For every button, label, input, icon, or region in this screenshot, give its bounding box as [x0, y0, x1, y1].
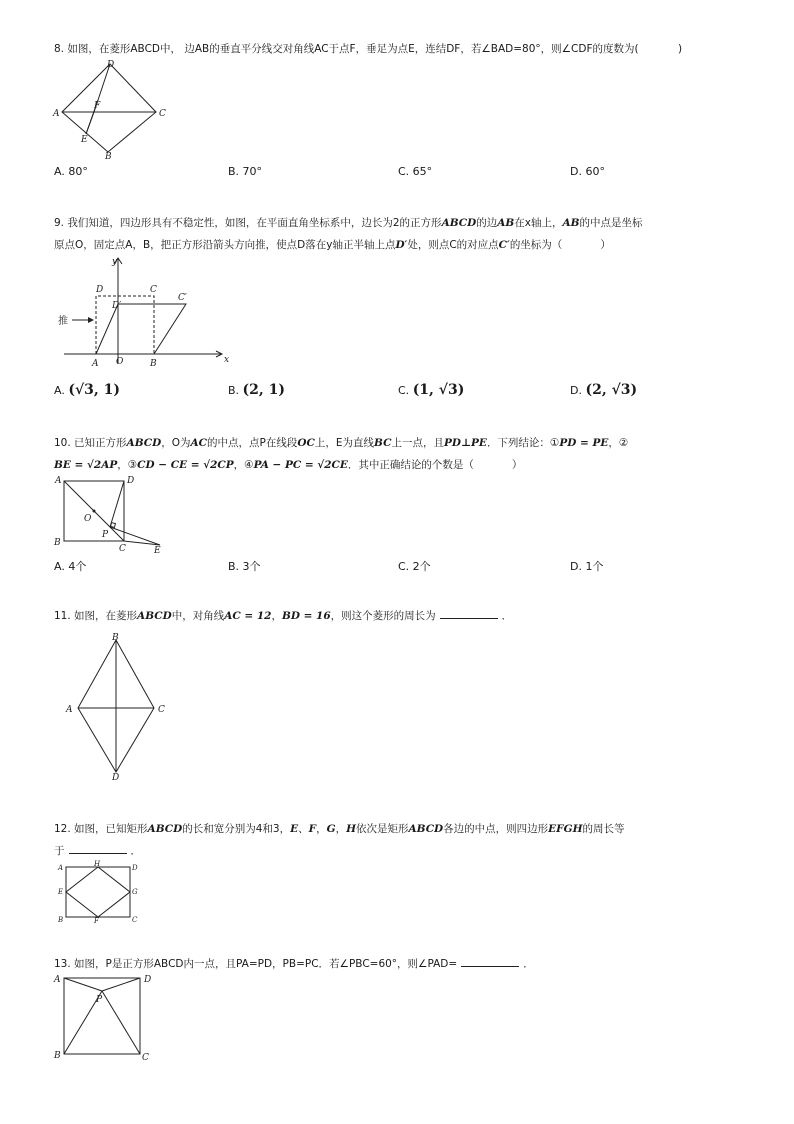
figure-label: B	[105, 152, 112, 162]
figure-label: D	[96, 285, 104, 295]
text-run: 中，对角线	[171, 610, 225, 622]
math-run: ABCD	[408, 823, 444, 835]
question-number: 10.	[54, 437, 71, 449]
math-run: AB	[497, 217, 515, 229]
question-11-text	[54, 605, 744, 627]
text-run: ．其中正确结论的个数是（	[347, 459, 474, 471]
text-run: ，	[271, 610, 282, 622]
question-9-figure	[52, 256, 232, 371]
text-run: 的坐标为（	[509, 239, 563, 251]
option-value: (2, 1)	[242, 382, 286, 398]
question-9-options	[54, 382, 744, 402]
math-run: F	[308, 823, 317, 835]
figure-label: B	[58, 916, 64, 924]
text-run: ．下列结论：①	[486, 437, 560, 449]
option-a[interactable]	[54, 382, 120, 398]
question-number: 9.	[54, 217, 65, 229]
option-letter: D.	[570, 384, 582, 397]
figure-label: D	[107, 60, 115, 70]
answer-blank[interactable]	[69, 843, 127, 854]
figure-label: C	[159, 109, 166, 119]
figure-label: E	[58, 888, 64, 896]
option-a[interactable]: A. 80°	[54, 165, 88, 178]
question-10-figure	[52, 475, 172, 555]
math-run: ABCD	[137, 610, 172, 622]
figure-label: P	[96, 995, 103, 1005]
text-run: 于	[54, 845, 65, 857]
figure-label: O	[84, 514, 92, 524]
figure-label: F	[94, 101, 101, 111]
option-c[interactable]	[398, 382, 464, 398]
math-run: AC	[190, 437, 208, 449]
figure-label: D	[112, 773, 120, 783]
question-body: 如图，P是正方形ABCD内一点，且PA=PD，PB=PC．若∠PBC=60°，则∠PAD=	[74, 958, 458, 970]
figure-label: A	[55, 476, 62, 486]
figure-label: B	[54, 538, 61, 548]
text-run: ，则这个菱形的周长为	[330, 610, 436, 622]
question-8-text	[54, 38, 744, 60]
option-c[interactable]: C. 2个	[398, 560, 431, 573]
option-value: (1, √3)	[412, 382, 465, 398]
text-run: 如图，已知矩形	[74, 823, 148, 835]
figure-label: P	[102, 530, 109, 540]
option-value: (2, √3)	[585, 382, 638, 398]
option-b[interactable]: B. 3个	[228, 560, 261, 573]
text-run: ，O为	[161, 437, 191, 449]
text-run: 的中点是坐标	[579, 217, 643, 229]
text-run: 上，E为直线	[314, 437, 375, 449]
text-run: 处，则点C的对应点	[407, 239, 499, 251]
math-run: CD − CE = √2CP	[137, 459, 234, 471]
figure-label: E	[154, 546, 161, 556]
question-10-options	[54, 558, 744, 578]
text-run: ．	[523, 958, 534, 970]
option-b[interactable]: B. 70°	[228, 165, 263, 178]
text-run: 的周长等	[582, 823, 625, 835]
text-run: 我们知道，四边形具有不稳定性，如图，在平面直角坐标系中，边长为2的正方形	[67, 217, 442, 229]
paren-close: )	[677, 43, 683, 55]
question-8-options	[54, 165, 744, 185]
option-b[interactable]	[228, 382, 285, 398]
figure-label: C	[119, 544, 126, 554]
text-run: ）	[511, 459, 523, 471]
math-run: D′	[395, 239, 408, 251]
figure-label: 推	[58, 316, 68, 327]
figure-label: x	[224, 355, 230, 365]
text-run: ．	[501, 610, 513, 622]
figure-label: y	[112, 257, 118, 267]
text-run: 的中点，点P在线段	[207, 437, 298, 449]
text-run: 如图，在菱形	[74, 610, 138, 622]
figure-label: C	[158, 705, 165, 715]
answer-blank[interactable]	[440, 608, 498, 619]
figure-label: F	[94, 917, 99, 925]
figure-label: B	[54, 1051, 61, 1061]
text-run: ，④	[233, 459, 254, 471]
figure-label: C	[150, 285, 157, 295]
question-number: 13.	[54, 958, 71, 970]
figure-label: A	[58, 864, 64, 872]
text-run: 原点O，固定点A，B，把正方形沿箭头方向推，使点D落在y轴正半轴上点	[54, 239, 396, 251]
text-run: 、	[298, 823, 309, 835]
figure-label: D	[144, 975, 152, 985]
text-run: ，②	[608, 437, 629, 449]
option-d[interactable]: D. 60°	[570, 165, 605, 178]
option-c[interactable]: C. 65°	[398, 165, 433, 178]
question-body: 如图，在菱形ABCD中， 边AB的垂直平分线交对角线AC于点F，垂足为点E，连结DF，若∠BAD=80°，则∠CDF的度数为(	[67, 43, 639, 55]
figure-label: A	[54, 975, 61, 985]
answer-blank[interactable]	[461, 956, 519, 967]
text-run: 的边	[476, 217, 498, 229]
figure-label: C	[142, 1053, 149, 1063]
option-letter: A.	[54, 384, 65, 397]
figure-label: A	[53, 109, 60, 119]
math-run: ABCD	[126, 437, 162, 449]
text-run: 上一点，且	[391, 437, 444, 449]
option-d[interactable]: D. 1个	[570, 560, 604, 573]
math-run: AC = 12	[224, 610, 272, 622]
text-run: ，	[335, 823, 347, 835]
math-run: AB	[562, 217, 580, 229]
text-run: ，	[316, 823, 327, 835]
math-run: E	[290, 823, 299, 835]
math-run: PD = PE	[559, 437, 609, 449]
text-run: 已知正方形	[74, 437, 127, 449]
figure-label: G	[132, 888, 138, 896]
figure-label: C′	[178, 293, 187, 303]
figure-label: C	[132, 916, 138, 924]
question-13-figure	[52, 972, 162, 1064]
question-9-text	[54, 212, 744, 256]
figure-label: A	[66, 705, 73, 715]
math-run: H	[346, 823, 356, 835]
text-run: 的长和宽分别为4和3，	[182, 823, 291, 835]
math-run: ABCD	[147, 823, 183, 835]
figure-label: B	[150, 359, 157, 369]
figure-label: D′	[112, 301, 122, 311]
question-8-figure	[52, 58, 177, 163]
text-run: 在x轴上，	[514, 217, 563, 229]
question-12-figure	[56, 860, 146, 924]
math-run: BE = √2AP	[54, 459, 118, 471]
question-10-text	[54, 432, 744, 476]
option-d[interactable]	[570, 382, 637, 398]
question-number: 12.	[54, 823, 71, 835]
text-run: ．	[130, 845, 141, 857]
text-run: 依次是矩形	[355, 823, 409, 835]
text-run: 各边的中点，则四边形	[443, 823, 549, 835]
math-run: OC	[297, 437, 315, 449]
figure-label: O	[116, 357, 124, 367]
math-run: PD⊥PE	[443, 437, 487, 449]
text-run: ，③	[117, 459, 138, 471]
figure-label: D	[127, 476, 135, 486]
option-a[interactable]: A. 4个	[54, 560, 87, 573]
math-run: BD = 16	[281, 610, 331, 622]
text-run: ）	[600, 239, 611, 251]
figure-label: H	[94, 860, 101, 868]
figure-label: E	[81, 135, 88, 145]
question-number: 8.	[54, 43, 65, 55]
option-value: (√3, 1)	[68, 382, 121, 398]
math-run: EFGH	[548, 823, 583, 835]
math-run: G	[326, 823, 336, 835]
math-run: C′	[498, 239, 510, 251]
math-run: PA − PC = √2CE	[253, 459, 348, 471]
figure-label: D	[132, 864, 138, 872]
question-12-text	[54, 818, 744, 862]
math-run: BC	[374, 437, 392, 449]
option-letter: C.	[398, 384, 410, 397]
question-number: 11.	[54, 610, 71, 622]
figure-label: B	[112, 633, 119, 643]
question-11-figure	[60, 632, 180, 783]
figure-label: A	[92, 359, 99, 369]
option-letter: B.	[228, 384, 240, 397]
math-run: ABCD	[441, 217, 477, 229]
